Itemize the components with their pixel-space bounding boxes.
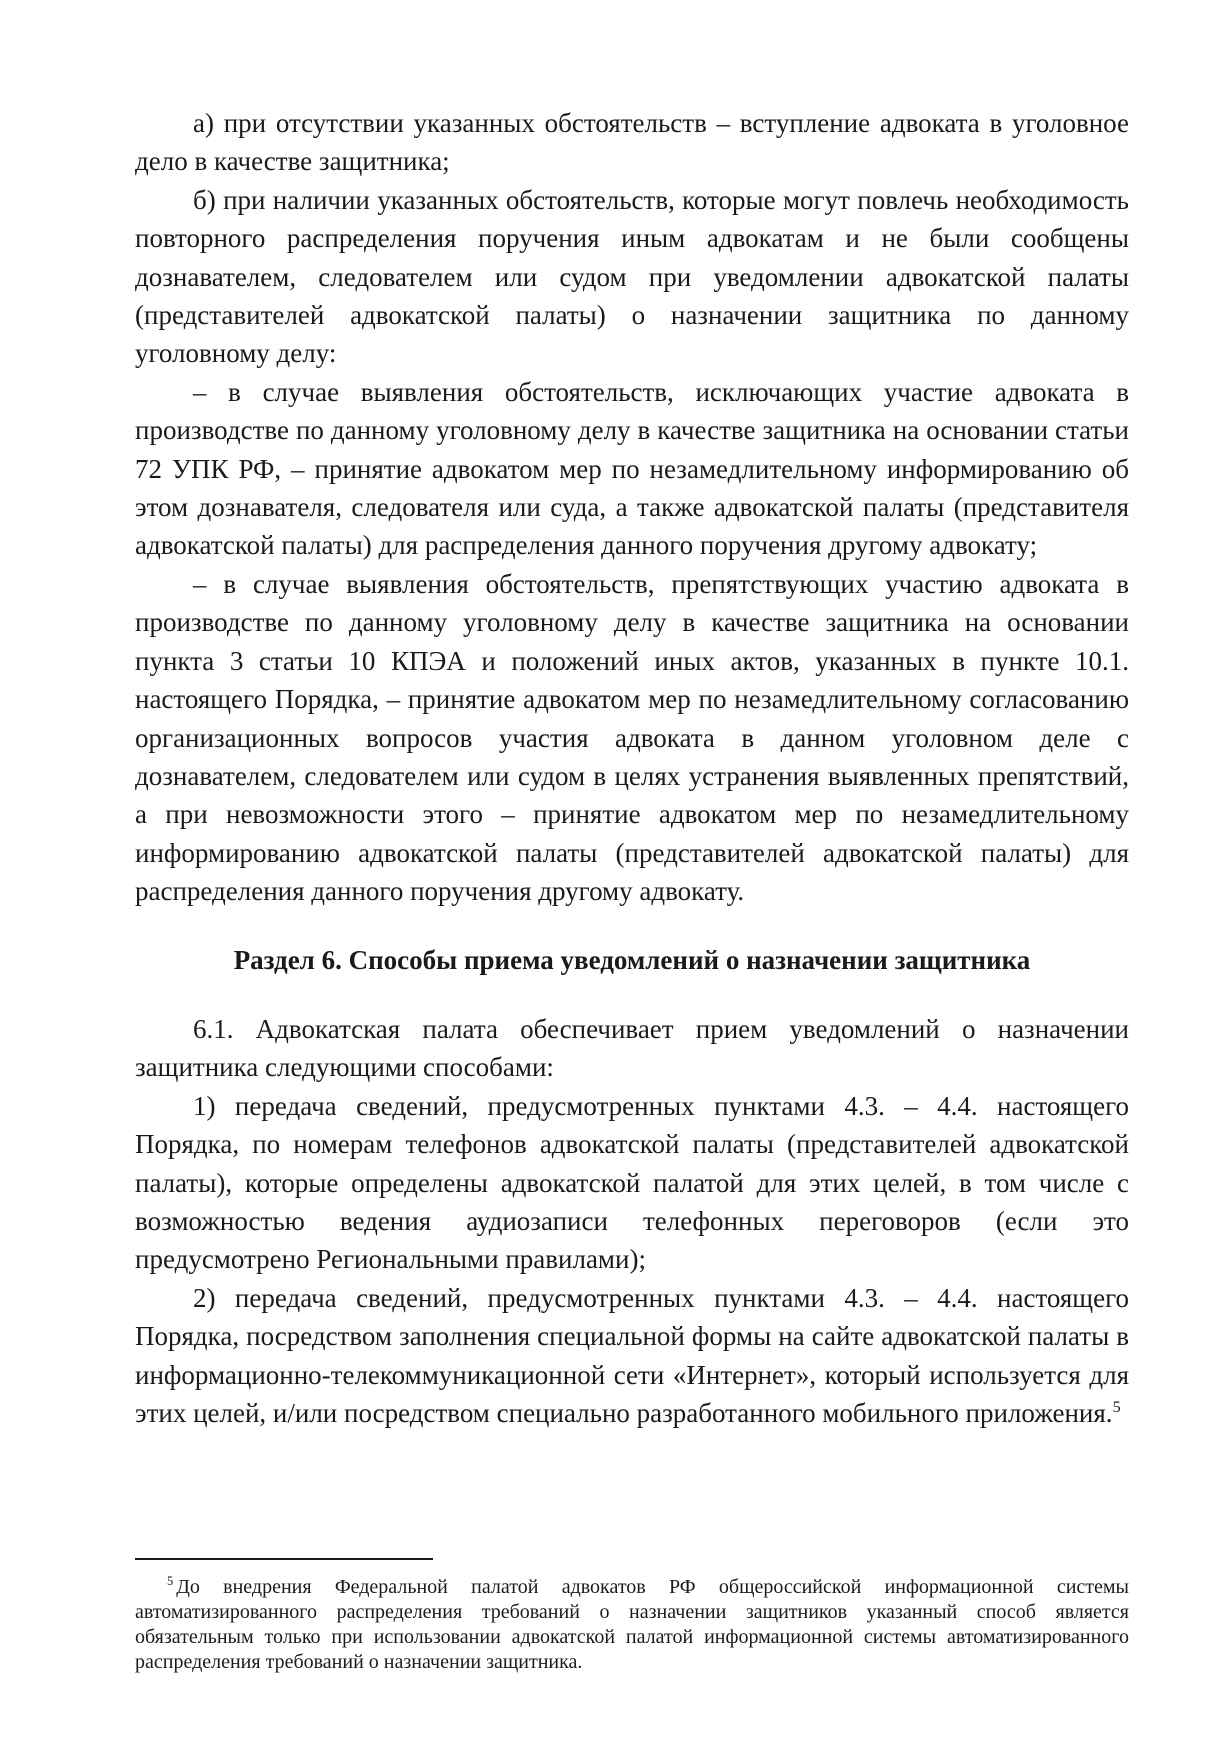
paragraph-6-1: 6.1. Адвокатская палата обеспечивает прием уведомлений о назначении защитника следующими способами: bbox=[135, 1013, 1129, 1083]
document-body bbox=[135, 104, 1129, 1432]
paragraph-item-2 bbox=[135, 1279, 1129, 1433]
footnote-text: До внедрения Федеральной палатой адвокатов РФ общероссийской информационной системы автоматизированного распределения требований о назначении защитников указанный способ является обязательным только при использовании адвокатской палатой информационной системы автоматизированного распределения требований о назначении защитника. bbox=[135, 1576, 1129, 1673]
paragraph-b: б) при наличии указанных обстоятельств, которые могут повлечь необходимость повторного распределения поручения иным адвокатам и не были сообщены дознавателем, следователем или судом при уведомлении адвокатской палаты (представителей адвокатской палаты) о назначении защитника по данному уголовному делу: bbox=[135, 184, 1129, 369]
footnote-separator bbox=[135, 1558, 433, 1560]
footnote-reference: 5 bbox=[1112, 1398, 1121, 1416]
paragraph-dash-1: – в случае выявления обстоятельств, исключающих участие адвоката в производстве по данному уголовному делу в качестве защитника на основании статьи 72 УПК РФ, – принятие адвокатом мер по незамедлительному информированию об этом дознавателя, следователя или суда, а также адвокатской палаты (представителя адвокатской палаты) для распределения данного поручения другому адвокату; bbox=[135, 376, 1129, 561]
footnote bbox=[135, 1575, 1129, 1675]
paragraph-item-2-text: 2) передача сведений, предусмотренных пунктами 4.3. – 4.4. настоящего Порядка, посредством заполнения специальной формы на сайте адвокатской палаты в информационно-телекоммуникационной сети «Интернет», который используется для этих целей, и/или посредством специально разработанного мобильного приложения. bbox=[135, 1282, 1129, 1428]
paragraph-a: а) при отсутствии указанных обстоятельств – вступление адвоката в уголовное дело в качестве защитника; bbox=[135, 108, 1129, 177]
footnote-marker: 5 bbox=[167, 1574, 174, 1589]
paragraph-dash-2: – в случае выявления обстоятельств, препятствующих участию адвоката в производстве по данному уголовному делу в качестве защитника на основании пункта 3 статьи 10 КПЭА и положений иных актов, указанных в пункте 10.1. настоящего Порядка, – принятие адвокатом мер по незамедлительному согласованию организационных вопросов участия адвоката в данном уголовном деле с дознавателем, следователем или судом в целях устранения выявленных препятствий, а при невозможности этого – принятие адвокатом мер по незамедлительному информированию адвокатской палаты (представителей адвокатской палаты) для распределения данного поручения другому адвокату. bbox=[135, 568, 1129, 907]
paragraph-item-1: 1) передача сведений, предусмотренных пунктами 4.3. – 4.4. настоящего Порядка, по номерам телефонов адвокатской палаты (представителей адвокатской палаты), которые определены адвокатской палатой для этих целей, в том числе с возможностью ведения аудиозаписи телефонных переговоров (если это предусмотрено Региональными правилами); bbox=[135, 1090, 1129, 1275]
section-heading: Раздел 6. Способы приема уведомлений о назначении защитника bbox=[233, 944, 1031, 975]
